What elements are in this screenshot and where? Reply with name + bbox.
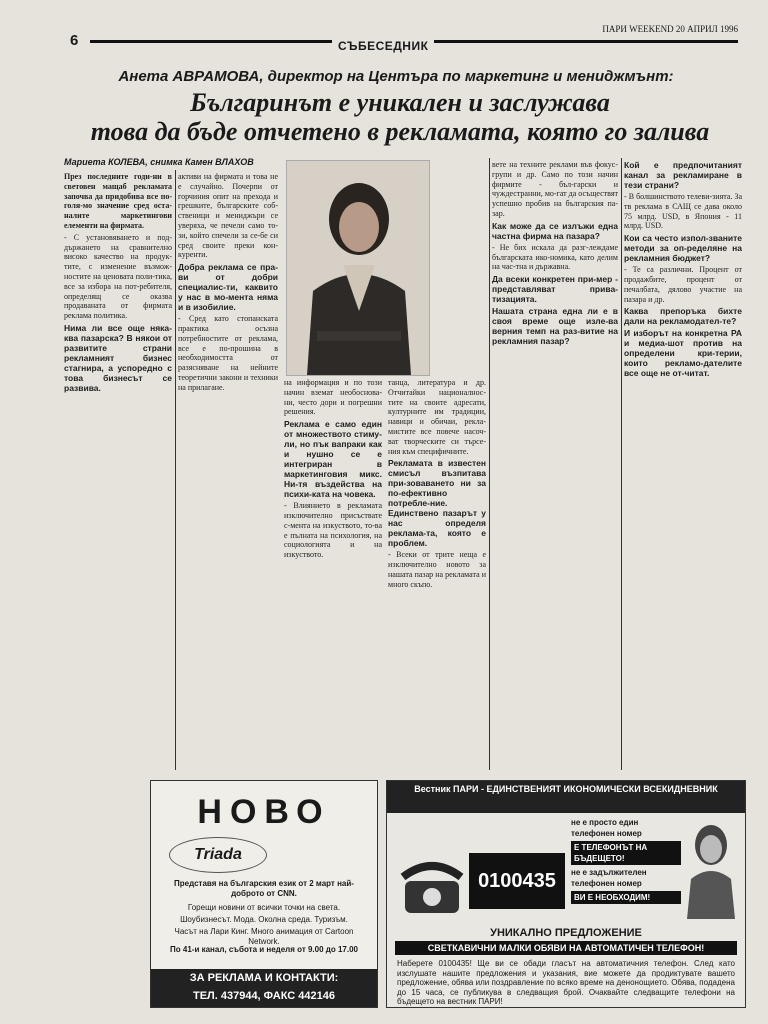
question: Каква препоръка бихте дали на рекламодател-те? [624,306,742,327]
paragraph: - Сред като стопанската практика осъзна потребностите от реклама, все е по-прошина в необходимостта от разясняване на нейните теоретични закони и техники на прилагане. [178,314,278,392]
slogan-line: Е ТЕЛЕФОНЪТ НА БЪДЕЩЕТО! [571,841,681,865]
article-column-2 [178,172,278,772]
paragraph: - Всеки от трите неща е изключително новото за нашата пазар на рекламата и много скъпо. [388,550,486,589]
slogan-line: ВИ Е НЕОБХОДИМ! [571,891,681,904]
advertisement-pari [386,780,746,1008]
woman-illustration-icon [683,819,739,919]
section-title: СЪБЕСЕДНИК [332,39,434,53]
dateline: ПАРИ WEEKEND 20 АПРИЛ 1996 [602,24,738,34]
interviewee-photo [286,160,430,376]
ad-line: Представя на българския език от 2 март най-доброто от CNN. [174,879,354,898]
ad-line: Часът на Лари Кинг. Много анимация от Cartoon Network. [174,927,354,946]
question: Нашата страна една ли е в своя време още изле-ва верния темп на раз-витие на рекламния пазар? [492,306,618,347]
ad-phone-number: 0100435 [469,853,565,909]
paragraph: танца, литература и др. Отчитайки националнос-тите на своите адресати, културните им традиции, навици и обичаи, рекла-мистите все повече насоч-ват творческите си търсе-ния към специфичните. [388,378,486,456]
paragraph: - Влиянието в рекламата изключително присъствате с-мента на изкуството, то-ва е пълната на психология, на социологията и на изкуството. [284,501,382,560]
portrait-image [287,161,429,375]
page-number: 6 [70,32,79,49]
ad-line: Горещи новини от всички точки на света. [187,903,341,912]
paragraph: През последните годи-ни в световен мащаб рекламата започва да придобива все по-голя-мо значение сред оста-налите маркетингови елементи на фирмата. [64,172,172,230]
paragraph: - Те са различни. Процент от продажбите, процент от печалбата, дялово участие на пазара и др. [624,265,742,304]
article-headline [80,88,720,146]
column-rule [175,170,176,770]
page-header [62,18,738,56]
column-rule [489,158,490,770]
article-column-3 [284,378,382,773]
paragraph: активи на фирмата и това не е случайно. Почерпи от горчиния опит на прехода и грешките, българските соб-ственици и мениджъри се уверяха, че печели само то-зи, който спечели за се-бе си сред своите преки кон-куренти. [178,172,278,260]
ad-line: Шоубизнесът. Мода. Околна среда. Туризъм. [180,915,348,924]
byline: Мариета КОЛЕВА, снимка Камен ВЛАХОВ [64,157,254,167]
ad-line: По 41-и канал, събота и неделя от 9.00 до 17.00 [170,945,358,954]
headline-line-1: Българинът е уникален и заслужава [190,88,610,117]
ad-banner: Вестник ПАРИ - ЕДИНСТВЕНИЯТ ИКОНОМИЧЕСКИ ВСЕКИДНЕВНИК [387,781,745,813]
paragraph: вете на техните реклами във фокус-групи и др. Само по този начин фирмите - бъл-гарски и чуждестранни, мо-гат да осъществят успешно пробив на българския па-зар. [492,160,618,218]
contacts-phones: ТЕЛ. 437944, ФАКС 442146 [192,990,336,1002]
question: Рекламата в известен смисъл възпитава при-зоваването ни за по-ефективно потребле-ние. Единствено пазарът у нас определя реклама-та, която е проблем. [388,458,486,549]
question: Добра реклама се пра-ви от добри специалис-ти, каквито у нас в мо-мента няма и в изобилие. [178,262,278,313]
article-column-5 [492,160,618,772]
ad-body: Наберете 0100435! Ще ви се обади гласът на автоматичния телефон. След като изслушате нашите предложения и указания, вие можете да продиктувате вашето предложение, обява или поздравление по всяко време на денонощието. Обява, подадена до 15 часа, се публикува в следващия брой. Очаквайте следващите телефони на бъдещето на вестник ПАРИ! [397,959,735,1006]
paragraph: - С установяването и под-държането на сравнително високо качество на продук-тите, с изменение възмож-ностите на ценовата поли-тика, все за избора на пот-ребителя, определящ се оказва продаваната от фирмата реклама политика. [64,232,172,321]
ad-offer: УНИКАЛНО ПРЕДЛОЖЕНИЕ [490,927,642,939]
ad-contacts [151,969,377,1007]
telephone-illustration-icon [397,841,467,921]
article-kicker: Анета АВРАМОВА, директор на Центъра по маркетинг и мениджмънт: [118,68,674,85]
triada-logo: Triada [169,837,267,873]
question: И изборът на конкретна РА и медиа-шот против на определени кри-терии, които рекламо-дателите все още не от-читат. [624,328,742,379]
ad-slogans [571,817,681,906]
question: Нима ли все още няка-ква пазарска? В някои от развитите страни рекламният бизнес стагнира, а успоредно с това бизнесът се развива. [64,322,172,393]
question: Кой е предпочитаният канал за рекламиране в тези страни? [624,160,742,190]
paragraph: на информация и по този начин вземат необоснова-ни, често дори и погрешни решения. [284,378,382,417]
column-rule [621,158,622,770]
question: Как може да се излъжи една частна фирма на пазара? [492,220,618,241]
article-column-4 [388,378,486,773]
ad-subtitle: СВЕТКАВИЧНИ МАЛКИ ОБЯВИ НА АВТОМАТИЧЕН ТЕЛЕФОН! [395,941,737,955]
headline-line-2: това да бъде отчетено в рекламата, която го залива [90,117,710,146]
paragraph: - В болшинството телеви-зията. За тв реклама в САЩ се дава около 75 млрд. USD, в Япония - 11 млрд. USD. [624,192,742,231]
article-column-1 [64,172,172,772]
contacts-label: ЗА РЕКЛАМА И КОНТАКТИ: [189,972,339,984]
slogan-line: не е задължителен телефонен номер [571,868,647,888]
question: Кои са често изпол-званите методи за оп-ределяне на рекламния бюджет? [624,233,742,264]
question: Да всеки конкретен при-мер - представляват прива-тизацията. [492,274,618,305]
advertisement-novo [150,780,378,1008]
ad-title: НОВО [197,793,331,831]
article-column-6 [624,160,742,772]
slogan-line: не е просто един телефонен номер [571,818,642,838]
paragraph: - Не бих искала да разг-леждаме българската ико-номика, като делим на час-тна и държавна. [492,242,618,272]
question: Реклама е само един от множеството стиму-ли, но пък вапраки как и нушно се е интегриран в маркетинговия микс. Ни-тя въздейства на психи-ката на човека. [284,419,382,500]
